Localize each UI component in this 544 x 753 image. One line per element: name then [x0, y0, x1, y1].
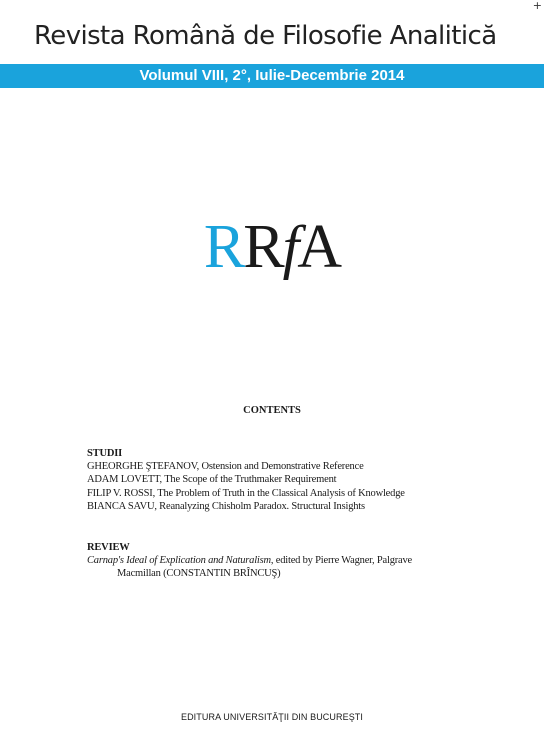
review-entry — [87, 554, 412, 567]
logo-letter-r: R — [243, 213, 283, 281]
review-book-title: Carnap's Ideal of Explication and Naturalism — [87, 555, 271, 567]
contents-heading: CONTENTS — [243, 405, 301, 416]
studii-entry: BIANCA SAVU, Reanalyzing Chisholm Paradox. Structural Insights — [87, 500, 365, 512]
studii-section — [87, 447, 405, 513]
logo-letter-a: A — [297, 213, 341, 281]
studii-entry: GHEORGHE ŞTEFANOV, Ostension and Demonstrative Reference — [87, 461, 364, 473]
studii-entry: ADAM LOVETT, The Scope of the Truthmaker Requirement — [87, 474, 337, 486]
review-entry-continuation: Macmillan (CONSTANTIN BRÎNCUŞ) — [117, 568, 281, 580]
volume-line: Volumul VIII, 2°, Iulie-Decembrie 2014 — [139, 67, 405, 84]
journal-title: Revista Română de Filosofie Analitică — [34, 21, 497, 51]
review-entry-details: , edited by Pierre Wagner, Palgrave — [270, 555, 413, 567]
logo-letter-f: f — [282, 214, 298, 280]
review-heading: REVIEW — [87, 542, 130, 553]
journal-logo — [0, 212, 544, 282]
studii-entry: FILIP V. ROSSI, The Problem of Truth in the Classical Analysis of Knowledge — [87, 487, 405, 499]
review-section — [87, 541, 412, 581]
corner-crop-mark: + — [532, 0, 542, 12]
volume-banner — [0, 64, 544, 88]
studii-heading: STUDII — [87, 448, 122, 459]
logo-letter-r-accent: R — [203, 213, 244, 281]
publisher-name: EDITURA UNIVERSITĂŢII DIN BUCUREŞTI — [180, 712, 364, 722]
